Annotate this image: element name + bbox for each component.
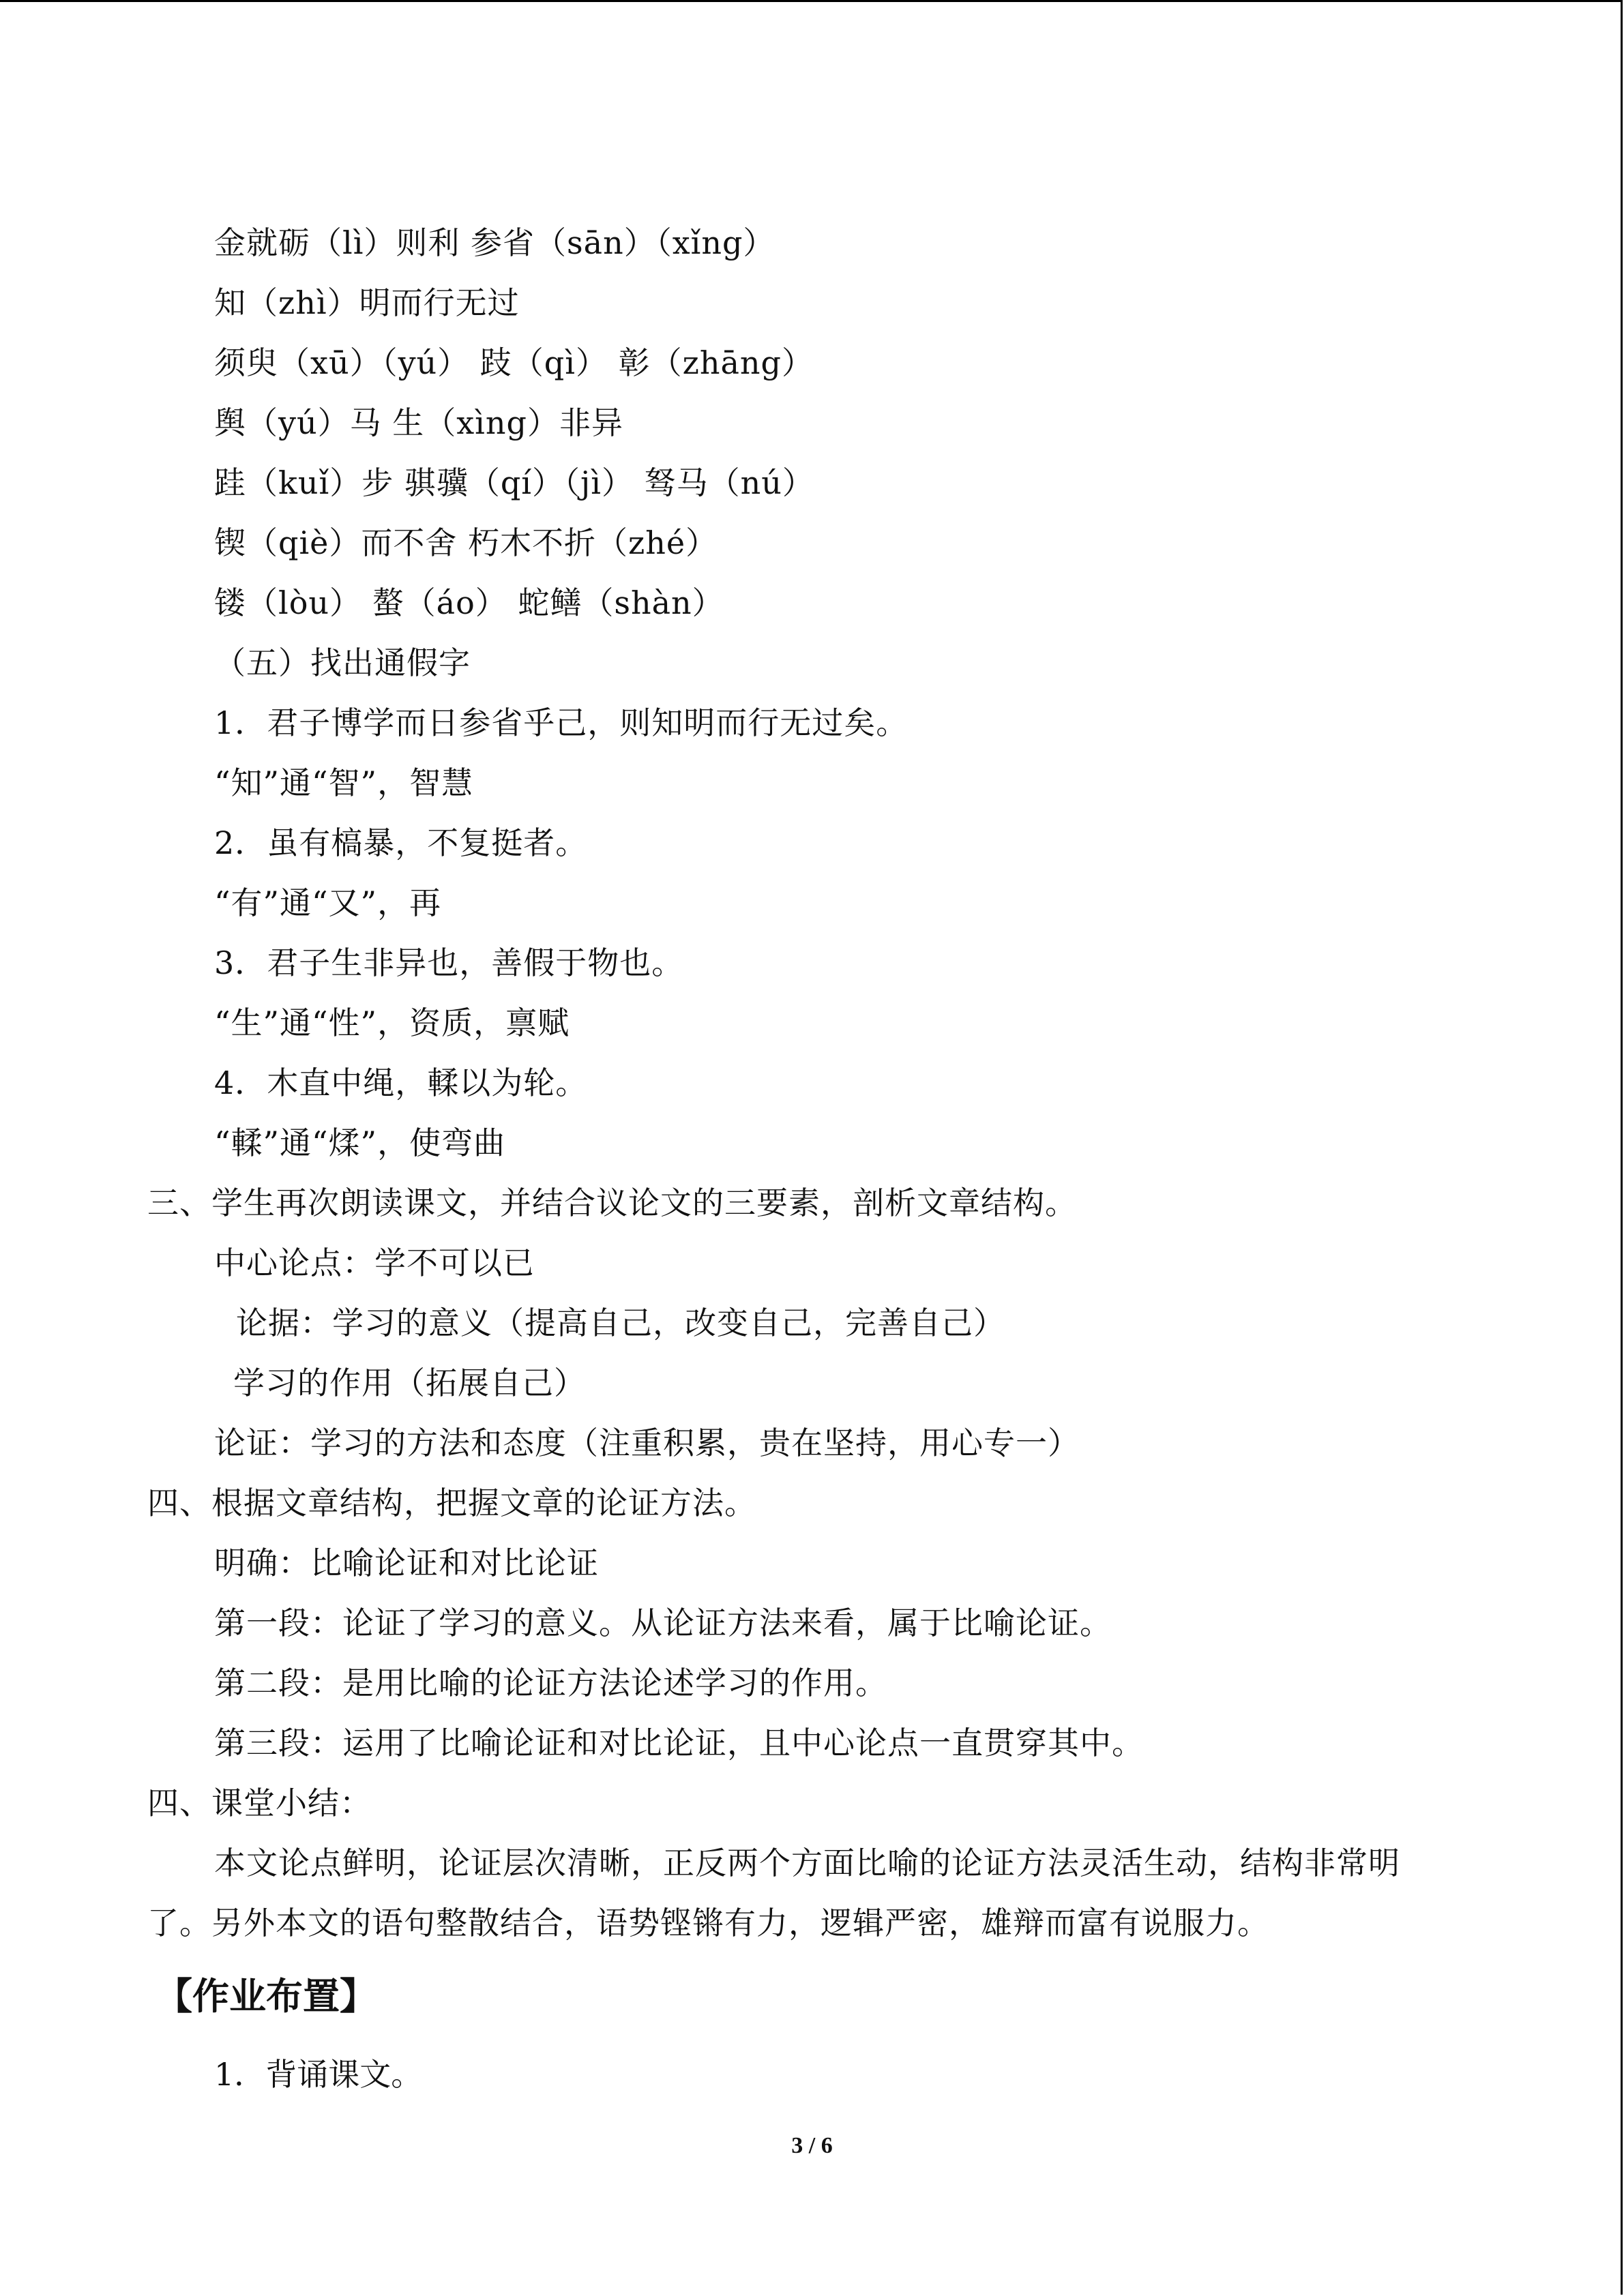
thesis-line: 中心论点：学不可以已 <box>214 1244 535 1281</box>
argument-line: 论证：学习的方法和态度（注重积累，贵在坚持，用心专一） <box>214 1425 1080 1461</box>
tongjia-note: “有”通“又”，再 <box>214 884 442 921</box>
methods-paragraph-3: 第三段：运用了比喻论证和对比论证，且中心论点一直贯穿其中。 <box>214 1725 1144 1761</box>
homework-heading: 【作业布置】 <box>156 1975 377 2018</box>
pinyin-line: 跬（kuǐ）步 骐骥（qí）（jì） 驽马（nú） <box>214 464 814 501</box>
tongjia-note: “生”通“性”，资质，禀赋 <box>214 1004 570 1041</box>
tongjia-sentence: 3．君子生非异也，善假于物也。 <box>214 944 684 981</box>
tongjia-section-title: （五）找出通假字 <box>214 644 471 681</box>
tongjia-sentence: 4．木直中绳，輮以为轮。 <box>214 1064 588 1101</box>
methods-paragraph-1: 第一段：论证了学习的意义。从论证方法来看，属于比喻论证。 <box>214 1605 1112 1641</box>
pinyin-line: 镂（lòu） 螯（áo） 蛇鳝（shàn） <box>214 584 724 621</box>
methods-section-title: 四、根据文章结构，把握文章的论证方法。 <box>147 1485 756 1521</box>
summary-text-continued: 了。另外本文的语句整散结合，语势铿锵有力，逻辑严密，雄辩而富有说服力。 <box>147 1905 1269 1941</box>
tongjia-note: “輮”通“煣”，使弯曲 <box>214 1124 506 1161</box>
evidence-line: 论据：学习的意义（提高自己，改变自己，完善自己） <box>236 1304 1005 1341</box>
tongjia-sentence: 1．君子博学而日参省乎己，则知明而行无过矣。 <box>214 704 909 741</box>
pinyin-line: 金就砺（lì）则利 参省（sān）（xǐng） <box>214 224 776 261</box>
structure-section-title: 三、学生再次朗读课文，并结合议论文的三要素，剖析文章结构。 <box>147 1184 1077 1221</box>
methods-clarify: 明确：比喻论证和对比论证 <box>214 1545 599 1581</box>
pinyin-line: 舆（yú）马 生（xìng）非异 <box>214 404 623 441</box>
evidence-line: 学习的作用（拓展自己） <box>233 1365 586 1401</box>
pinyin-line: 锲（qiè）而不舍 朽木不折（zhé） <box>214 524 718 561</box>
pinyin-line: 须臾（xū）（yú） 跂（qì） 彰（zhāng） <box>214 344 814 381</box>
page-number: 3 / 6 <box>791 2133 833 2158</box>
document-body <box>147 213 1443 2104</box>
summary-section-title: 四、课堂小结： <box>147 1785 372 1821</box>
tongjia-sentence: 2．虽有槁暴，不复挺者。 <box>214 824 588 861</box>
pinyin-line: 知（zhì）明而行无过 <box>214 284 520 321</box>
methods-paragraph-2: 第二段：是用比喻的论证方法论述学习的作用。 <box>214 1665 887 1701</box>
summary-text: 本文论点鲜明，论证层次清晰，正反两个方面比喻的论证方法灵活生动，结构非常明 <box>214 1845 1400 1881</box>
homework-item: 1．背诵课文。 <box>214 2056 423 2093</box>
tongjia-note: “知”通“智”，智慧 <box>214 764 474 801</box>
